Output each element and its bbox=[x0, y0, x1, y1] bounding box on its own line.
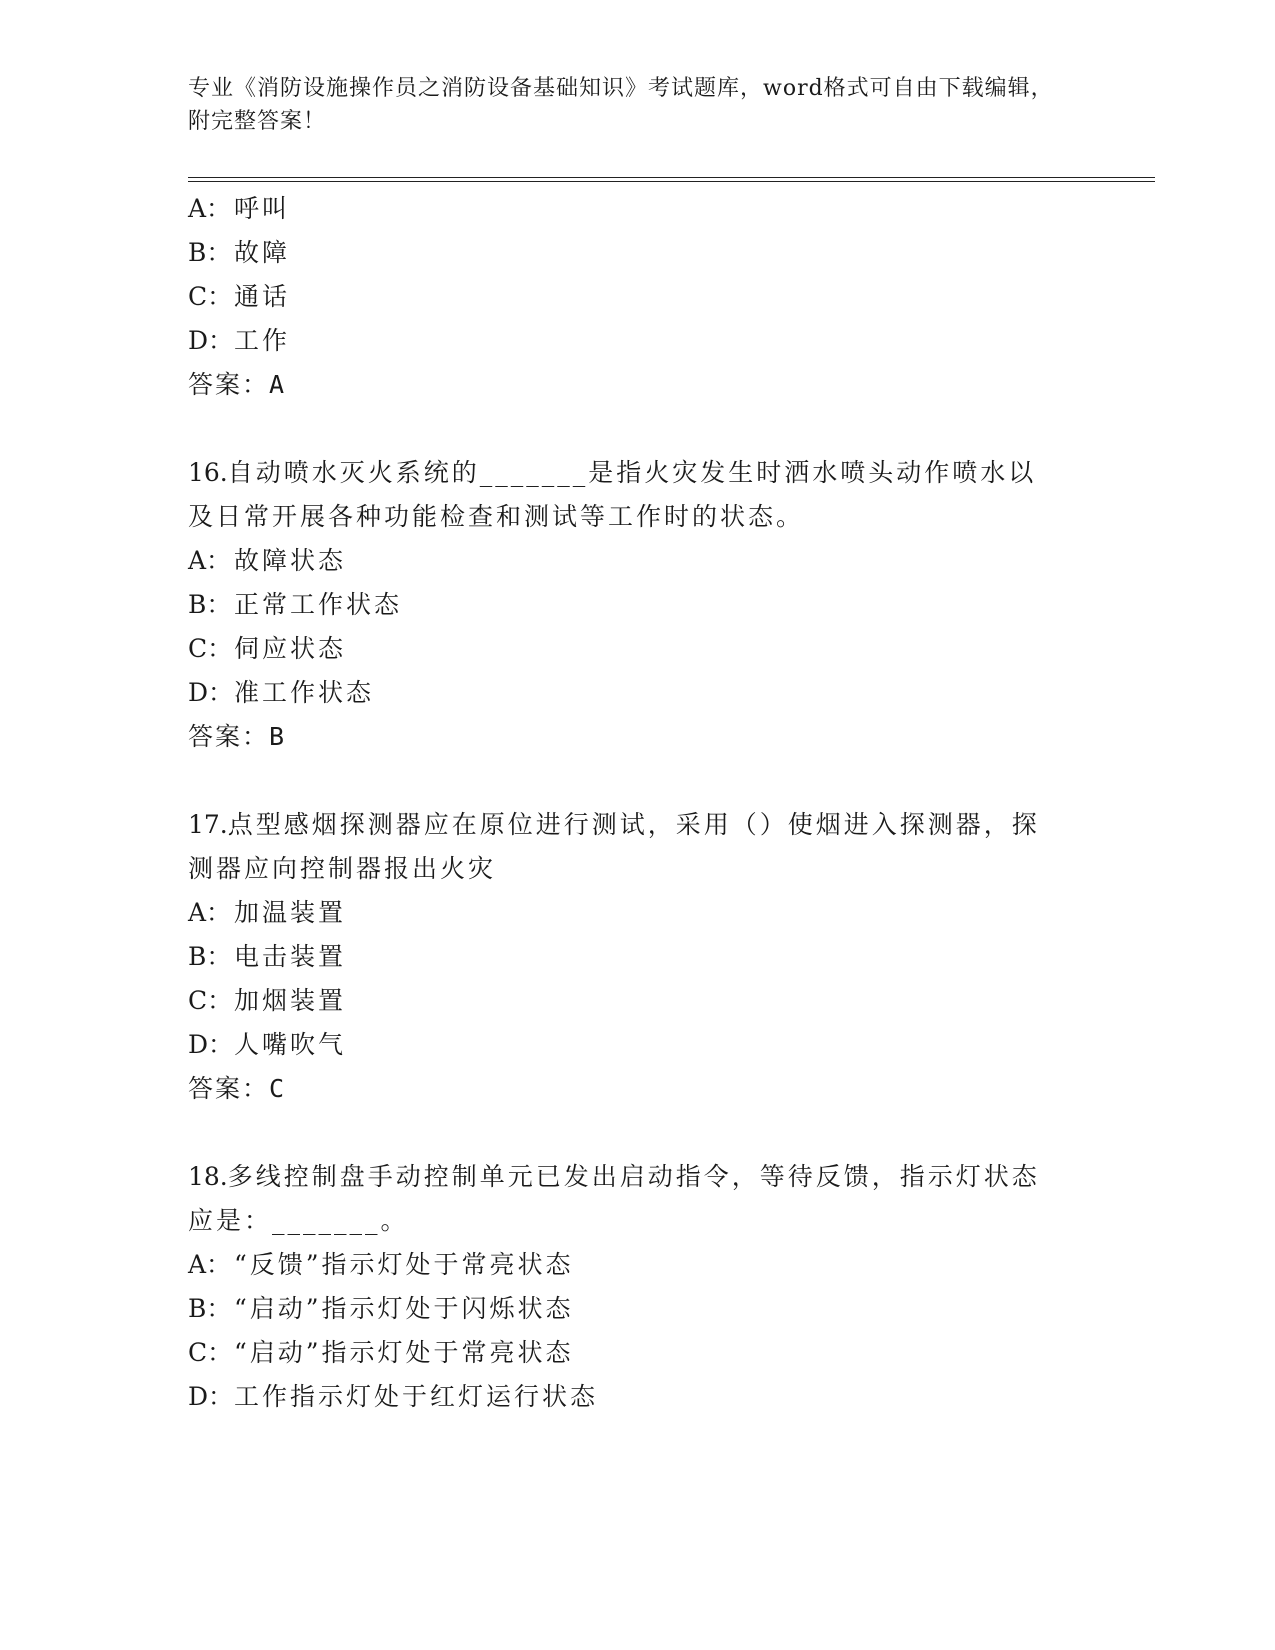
option-letter: C： bbox=[188, 634, 233, 663]
answer-label: 答案： bbox=[188, 722, 270, 751]
question-text: 点型感烟探测器应在原位进行测试，采用（）使烟进入探测器，探 bbox=[227, 810, 1040, 839]
q17-option-d bbox=[188, 1030, 346, 1060]
q15-option-b bbox=[188, 238, 290, 268]
option-text: “启动”指示灯处于常亮状态 bbox=[234, 1338, 574, 1367]
header-divider-bottom bbox=[188, 181, 1155, 182]
option-text: 呼叫 bbox=[234, 194, 291, 223]
option-text: 加温装置 bbox=[234, 898, 347, 927]
option-text: “启动”指示灯处于闪烁状态 bbox=[234, 1294, 574, 1323]
q17-option-b bbox=[188, 942, 346, 972]
q18-stem-line2: 应是：_______。 bbox=[188, 1206, 409, 1235]
option-text: 电击装置 bbox=[234, 942, 347, 971]
q16-option-b bbox=[188, 590, 402, 620]
q16-stem-line2: 及日常开展各种功能检查和测试等工作时的状态。 bbox=[188, 502, 805, 531]
question-text: 多线控制盘手动控制单元已发出启动指令，等待反馈，指示灯状态 bbox=[227, 1162, 1040, 1191]
option-letter: B： bbox=[188, 238, 232, 267]
q17-stem-line2: 测器应向控制器报出火灾 bbox=[188, 854, 497, 883]
q15-option-c bbox=[188, 282, 290, 312]
q18-option-b bbox=[188, 1294, 574, 1324]
answer-label: 答案： bbox=[188, 370, 270, 399]
option-letter: A： bbox=[188, 194, 232, 223]
option-text: 人嘴吹气 bbox=[234, 1030, 347, 1059]
q15-option-a bbox=[188, 194, 290, 224]
option-letter: B： bbox=[188, 590, 232, 619]
option-letter: C： bbox=[188, 282, 233, 311]
answer-value: A bbox=[269, 370, 285, 399]
option-text: 工作 bbox=[234, 326, 291, 355]
option-letter: D： bbox=[188, 678, 234, 707]
option-letter: B： bbox=[188, 1294, 232, 1323]
option-letter: A： bbox=[188, 898, 232, 927]
answer-value: C bbox=[269, 1074, 285, 1103]
q16-option-c bbox=[188, 634, 346, 664]
q16-stem-line1 bbox=[188, 458, 1036, 488]
document-header: 专业《消防设施操作员之消防设备基础知识》考试题库，word格式可自由下载编辑，附完整答案！ bbox=[188, 76, 1054, 134]
option-text: 故障 bbox=[234, 238, 291, 267]
q17-option-c bbox=[188, 986, 346, 1016]
answer-label: 答案： bbox=[188, 1074, 270, 1103]
option-letter: C： bbox=[188, 986, 233, 1015]
option-letter: C： bbox=[188, 1338, 233, 1367]
q18-option-c bbox=[188, 1338, 574, 1368]
question-text: 自动喷水灭火系统的_______是指火灾发生时洒水喷头动作喷水以 bbox=[227, 458, 1037, 487]
q18-option-d bbox=[188, 1382, 598, 1412]
q17-option-a bbox=[188, 898, 346, 928]
q16-option-a bbox=[188, 546, 346, 576]
header-divider-top bbox=[188, 177, 1155, 178]
q17-stem-line1 bbox=[188, 810, 1040, 840]
q18-stem-line1 bbox=[188, 1162, 1040, 1192]
q17-answer bbox=[188, 1074, 284, 1104]
option-text: 工作指示灯处于红灯运行状态 bbox=[234, 1382, 599, 1411]
q16-option-d bbox=[188, 678, 374, 708]
option-letter: D： bbox=[188, 326, 234, 355]
option-letter: D： bbox=[188, 1030, 234, 1059]
option-text: 伺应状态 bbox=[234, 634, 347, 663]
question-number: 17. bbox=[188, 810, 228, 839]
question-number: 16. bbox=[188, 458, 228, 487]
option-text: 故障状态 bbox=[234, 546, 347, 575]
option-letter: A： bbox=[188, 1250, 232, 1279]
q15-answer bbox=[188, 370, 284, 400]
option-text: 加烟装置 bbox=[234, 986, 347, 1015]
option-letter: B： bbox=[188, 942, 232, 971]
q15-option-d bbox=[188, 326, 290, 356]
q16-answer bbox=[188, 722, 284, 752]
question-number: 18. bbox=[188, 1162, 228, 1191]
option-letter: A： bbox=[188, 546, 232, 575]
answer-value: B bbox=[269, 722, 285, 751]
option-text: 准工作状态 bbox=[234, 678, 375, 707]
option-text: “反馈”指示灯处于常亮状态 bbox=[234, 1250, 574, 1279]
option-text: 正常工作状态 bbox=[234, 590, 403, 619]
option-letter: D： bbox=[188, 1382, 234, 1411]
option-text: 通话 bbox=[234, 282, 291, 311]
q18-option-a bbox=[188, 1250, 574, 1280]
